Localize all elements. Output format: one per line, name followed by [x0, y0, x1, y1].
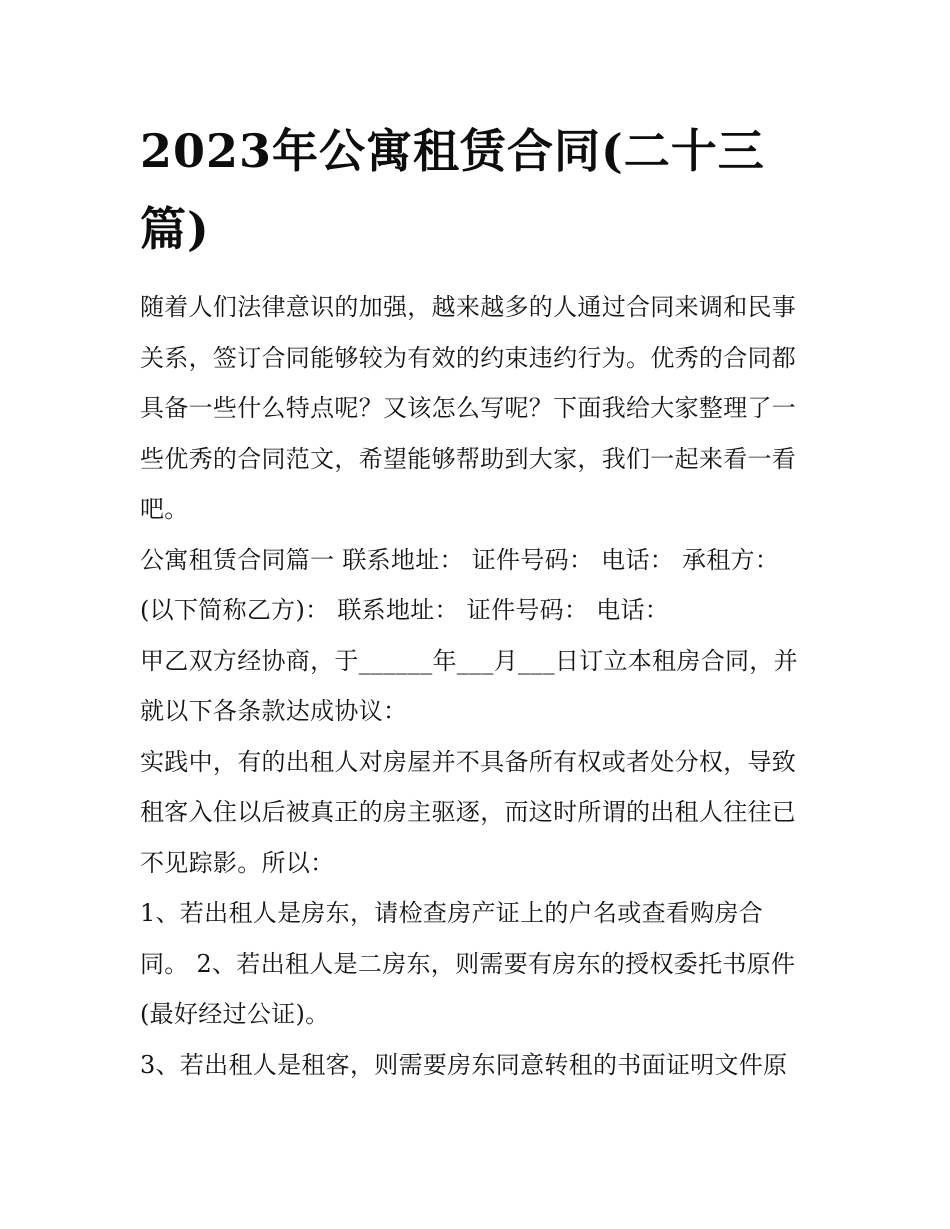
clause-1-line-1: 1、若出租人是房东，请检查房产证上的户名或查看购房合	[140, 899, 764, 927]
practice-line-2: 租客入住以后被真正的房主驱逐，而这时所谓的出租人往往已	[140, 798, 797, 826]
clause-2-line-2: (最好经过公证)。	[140, 1000, 330, 1028]
party-info-line-2: (以下简称乙方)： 联系地址： 证件号码： 电话：	[140, 596, 670, 624]
clause-3-line-1: 3、若出租人是租客，则需要房东同意转租的书面证明文件原	[140, 1050, 788, 1079]
practice-line-3: 不见踪影。所以：	[140, 848, 335, 877]
intro-line-3: 具备一些什么特点呢？又该怎么写呢？下面我给大家整理了一	[140, 394, 797, 422]
intro-line-5: 吧。	[140, 495, 189, 523]
document-title	[140, 112, 820, 268]
title-line-2: 篇)	[140, 202, 210, 256]
practice-line-1: 实践中，有的出租人对房屋并不具备所有权或者处分权，导致	[140, 747, 797, 776]
agreement-line-2: 就以下各条款达成协议：	[140, 697, 408, 725]
document-body	[140, 282, 815, 1090]
clause-1-line-2: 同。 2、若出租人是二房东，则需要有房东的授权委托书原件	[140, 949, 796, 978]
intro-line-4: 些优秀的合同范文，希望能够帮助到大家，我们一起来看一看	[140, 444, 797, 473]
party-info-line-1: 公寓租赁合同篇一 联系地址： 证件号码： 电话： 承租方：	[140, 545, 780, 574]
intro-line-1: 随着人们法律意识的加强，越来越多的人通过合同来调和民事	[140, 293, 797, 321]
intro-line-2: 关系，签订合同能够较为有效的约束违约行为。优秀的合同都	[140, 343, 797, 372]
title-line-1: 2023年公寓租赁合同(二十三	[140, 124, 765, 178]
agreement-line-1: 甲乙双方经协商，于______年___月___日订立本租房合同，并	[140, 646, 798, 675]
